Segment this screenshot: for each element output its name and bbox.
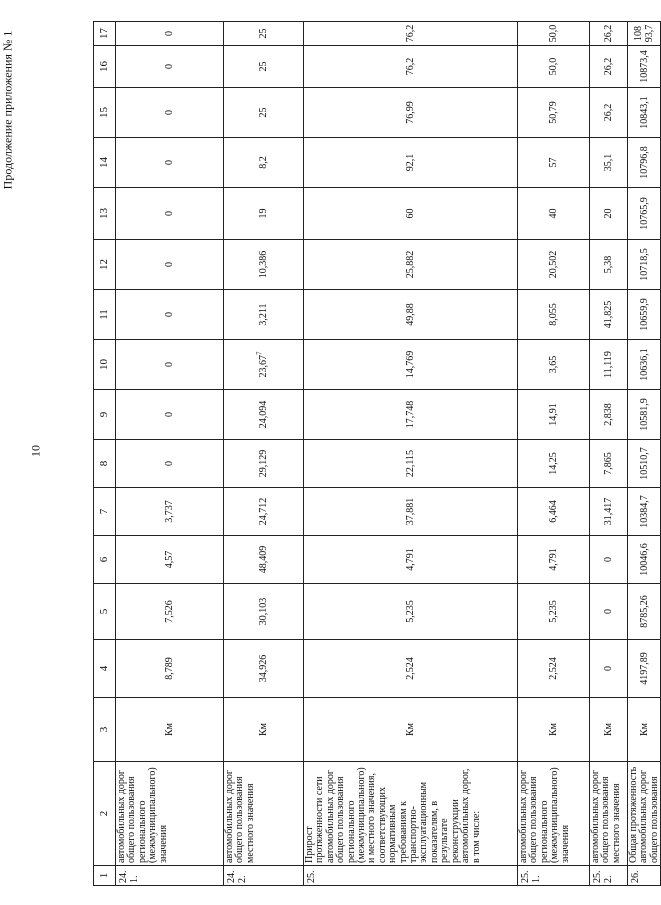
value-cell: 7,865 [590,440,628,488]
header-cell: 3 [94,698,116,762]
value-cell: 5,38 [590,240,628,290]
unit-cell: Км [590,698,628,762]
value-cell: 31,417 [590,488,628,536]
indicator-name: автомобильных дорог общего пользования местного значения [224,762,304,866]
indicator-name: автомобильных дорог общего пользования местного значения [590,762,628,866]
value-cell: 76,2 [304,46,518,88]
value-cell: 41,825 [590,290,628,340]
value-cell: 10796,8 [628,138,661,188]
value-cell: 0 [116,138,224,188]
unit-cell: Км [224,698,304,762]
value-cell: 35,1 [590,138,628,188]
value-cell: 0 [590,536,628,584]
value-cell: 3,211 [224,290,304,340]
value-cell: 10510,7 [628,440,661,488]
header-cell: 17 [94,22,116,46]
value-cell: 50,79 [518,88,590,138]
value-cell: 10765,9 [628,188,661,240]
header-cell: 8 [94,440,116,488]
value-cell: 25 [224,22,304,46]
value-cell: 10873,4 [628,46,661,88]
value-cell: 92,1 [304,138,518,188]
table-row [628,22,661,886]
value-cell: 3,65 [518,340,590,390]
header-cell: 7 [94,488,116,536]
value-cell: 48,409 [224,536,304,584]
value-cell: 0 [116,188,224,240]
value-cell: 4,57 [116,536,224,584]
indicator-name: Общая протяженность автомобильных дорог общего пользования [628,762,661,866]
header-cell: 13 [94,188,116,240]
table-row [518,22,590,886]
value-cell: 30,103 [224,584,304,640]
value-cell: 2,524 [304,640,518,698]
value-cell: 76,99 [304,88,518,138]
value-cell: 25 [224,88,304,138]
value-cell: 4197,89 [628,640,661,698]
value-cell: 10581,9 [628,390,661,440]
header-cell: 11 [94,290,116,340]
header-row [94,22,116,886]
value-cell: 25 [224,46,304,88]
value-cell: 7,526 [116,584,224,640]
value-cell: 2,838 [590,390,628,440]
value-cell: 10893,7 [628,22,661,46]
value-cell: 24,094 [224,390,304,440]
value-cell: 49,88 [304,290,518,340]
value-cell: 24,712 [224,488,304,536]
value-cell: 57 [518,138,590,188]
value-cell: 8785,26 [628,584,661,640]
table-row [590,22,628,886]
value-cell: 10718,5 [628,240,661,290]
appendix-caption: Продолжение приложения № 1 [0,30,15,190]
value-cell: 0 [116,22,224,46]
value-cell: 26,2 [590,88,628,138]
value-cell: 8,2 [224,138,304,188]
value-cell: 60 [304,188,518,240]
value-cell: 76,2 [304,22,518,46]
value-cell: 25,882 [304,240,518,290]
indicator-name: автомобильных дорог общего пользования регионального (межмуниципального) значения [116,762,224,866]
indicator-name: Прирост протяженности сети автомобильных дорог общего пользования регионального (межмуниципального) и местного значения, соответствующих нормативным требованиям к транспортно-эксплуатационным показателям, в результате реконструкции автомобильных дорог, в том числе: [304,762,518,866]
value-cell: 0 [116,88,224,138]
table-row [304,22,518,886]
value-cell: 14,769 [304,340,518,390]
header-cell: 1 [94,866,116,886]
value-cell: 37,881 [304,488,518,536]
row-number: 24.2. [224,866,304,886]
value-cell: 17,748 [304,390,518,440]
row-number: 25.2. [590,866,628,886]
header-cell: 2 [94,762,116,866]
value-cell: 20 [590,188,628,240]
value-cell: 0 [590,640,628,698]
value-cell: 50,0 [518,46,590,88]
value-cell: 4,791 [518,536,590,584]
value-cell: 14,91 [518,390,590,440]
header-cell: 12 [94,240,116,290]
footnote-mark: 7 [255,351,264,355]
value-cell: 22,115 [304,440,518,488]
value-cell: 0 [590,584,628,640]
value-cell: 0 [116,290,224,340]
value-cell: 2,524 [518,640,590,698]
header-cell: 10 [94,340,116,390]
value-cell: 10636,1 [628,340,661,390]
value-cell: 34,926 [224,640,304,698]
value-cell: 11,119 [590,340,628,390]
value-cell: 23,67$^7$ [224,340,304,390]
value-cell: 0 [116,390,224,440]
value-cell: 10046,6 [628,536,661,584]
header-cell: 14 [94,138,116,188]
value-cell: 14,25 [518,440,590,488]
unit-cell: Км [304,698,518,762]
row-number: 25.1. [518,866,590,886]
value-cell: 26,2 [590,46,628,88]
value-cell: 3,737 [116,488,224,536]
row-number: 24.1. [116,866,224,886]
data-table [93,21,661,886]
value-cell: 50,0 [518,22,590,46]
header-cell: 5 [94,584,116,640]
value-cell: 0 [116,46,224,88]
value-cell: 4,791 [304,536,518,584]
value-cell: 0 [116,440,224,488]
value-cell: 5,235 [304,584,518,640]
header-cell: 6 [94,536,116,584]
indicator-name: автомобильных дорог общего пользования регионального (межмуниципального) значения [518,762,590,866]
value-cell: 10843,1 [628,88,661,138]
value-cell: 10,386 [224,240,304,290]
row-number: 26. [628,866,661,886]
value-cell: 8,789 [116,640,224,698]
header-cell: 4 [94,640,116,698]
value-cell: 26,2 [590,22,628,46]
page-number: 10 [28,445,43,457]
value-cell: 40 [518,188,590,240]
table-row [224,22,304,886]
header-cell: 9 [94,390,116,440]
value-cell: 8,055 [518,290,590,340]
value-cell: 6,464 [518,488,590,536]
unit-cell: Км [116,698,224,762]
unit-cell: Км [518,698,590,762]
value-cell: 5,235 [518,584,590,640]
value-cell: 19 [224,188,304,240]
value-cell: 10384,7 [628,488,661,536]
table-row [116,22,224,886]
unit-cell: Км [628,698,661,762]
header-cell: 15 [94,88,116,138]
value-cell: 20,502 [518,240,590,290]
row-number: 25. [304,866,518,886]
value-cell: 0 [116,240,224,290]
value-cell: 0 [116,340,224,390]
value-cell: 29,129 [224,440,304,488]
header-cell: 16 [94,46,116,88]
value-cell: 10659,9 [628,290,661,340]
